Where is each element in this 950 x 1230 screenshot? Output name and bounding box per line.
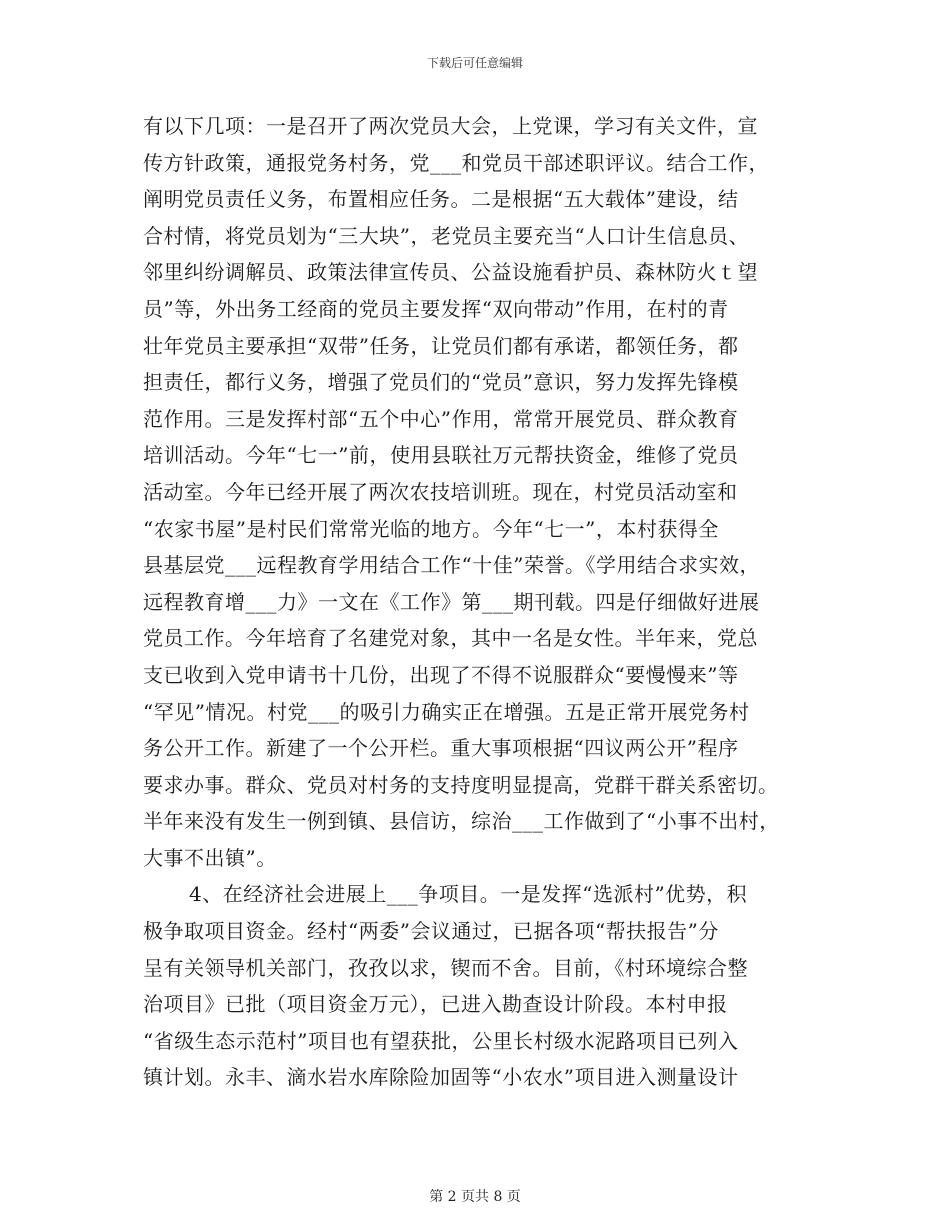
page-header: 下载后可任意编辑 xyxy=(426,56,523,70)
text-line: “农家书屋”是村民们常常光临的地方。今年“七一”，本村获得全 xyxy=(143,516,719,541)
paragraph-start-line: 4、在经济社会进展上___争项目。一是发挥“选派村”优势，积 xyxy=(189,882,748,907)
text-line: 镇计划。永丰、滴水岩水库除险加固等“小农水”项目进入测量设计 xyxy=(143,1065,739,1090)
text-line: 远程教育增___力》一文在《工作》第___期刊载。四是仔细做好进展 xyxy=(143,589,760,614)
document-body xyxy=(143,108,823,1096)
text-line: 传方针政策，通报党务村务，党___和党员干部述职评议。结合工作， xyxy=(143,150,769,175)
text-line: 极争取项目资金。经村“两委”会议通过，已据各项“帮扶报告”分 xyxy=(143,919,719,944)
text-line: 半年来没有发生一例到镇、县信访，综治___工作做到了“小事不出村， xyxy=(143,809,780,834)
text-line: 要求办事。群众、党员对村务的支持度明显提高，党群干群关系密切。 xyxy=(143,772,779,797)
text-line: 员”等，外出务工经商的党员主要发挥“双向带动”作用，在村的青 xyxy=(143,296,729,321)
text-line: 合村情，将党员划为“三大块”，老党员主要充当“人口计生信息员、 xyxy=(143,223,750,248)
text-line: 壮年党员主要承担“双带”任务，让党员们都有承诺，都领任务，都 xyxy=(143,333,739,358)
text-line: 有以下几项：一是召开了两次党员大会，上党课，学习有关文件，宣 xyxy=(143,114,758,138)
text-line: 支已收到入党申请书十几份，出现了不得不说服群众“要慢慢来”等 xyxy=(143,662,739,687)
text-line: 活动室。今年已经开展了两次农技培训班。现在，村党员活动室和 xyxy=(143,479,738,504)
text-line: 大事不出镇”。 xyxy=(143,845,277,870)
text-line: 阐明党员责任义务，布置相应任务。二是根据“五大载体”建设，结 xyxy=(143,187,739,212)
text-line: 邻里纠纷调解员、政策法律宣传员、公益设施看护员、森林防火ｔ望 xyxy=(143,260,758,285)
page-footer: 第 2 页共 8 页 xyxy=(429,1189,521,1205)
text-line: 呈有关领导机关部门，孜孜以求，锲而不舍。目前，《村环境综合整 xyxy=(143,955,748,980)
text-line: 治项目》已批（项目资金万元），已进入勘查设计阶段。本村申报 xyxy=(143,992,728,1017)
text-line: 范作用。三是发挥村部“五个中心”作用，常常开展党员、群众教育 xyxy=(143,406,739,431)
text-line: 培训活动。今年“七一”前，使用县联社万元帮扶资金，维修了党员 xyxy=(143,443,739,468)
text-line: 担责任，都行义务，增强了党员们的“党员”意识，努力发挥先锋模 xyxy=(143,370,739,395)
text-line: 县基层党___远程教育学用结合工作“十佳”荣誉。《学用结合求实效， xyxy=(143,553,760,578)
text-line: 党员工作。今年培育了名建党对象，其中一名是女性。半年来，党总 xyxy=(143,626,758,651)
text-line: “罕见”情况。村党___的吸引力确实正在增强。五是正常开展党务村 xyxy=(143,699,750,724)
text-line: 务公开工作。新建了一个公开栏。重大事项根据“四议两公开”程序 xyxy=(143,736,739,761)
text-line: “省级生态示范村”项目也有望获批，公里长村级水泥路项目已列入 xyxy=(143,1028,739,1053)
